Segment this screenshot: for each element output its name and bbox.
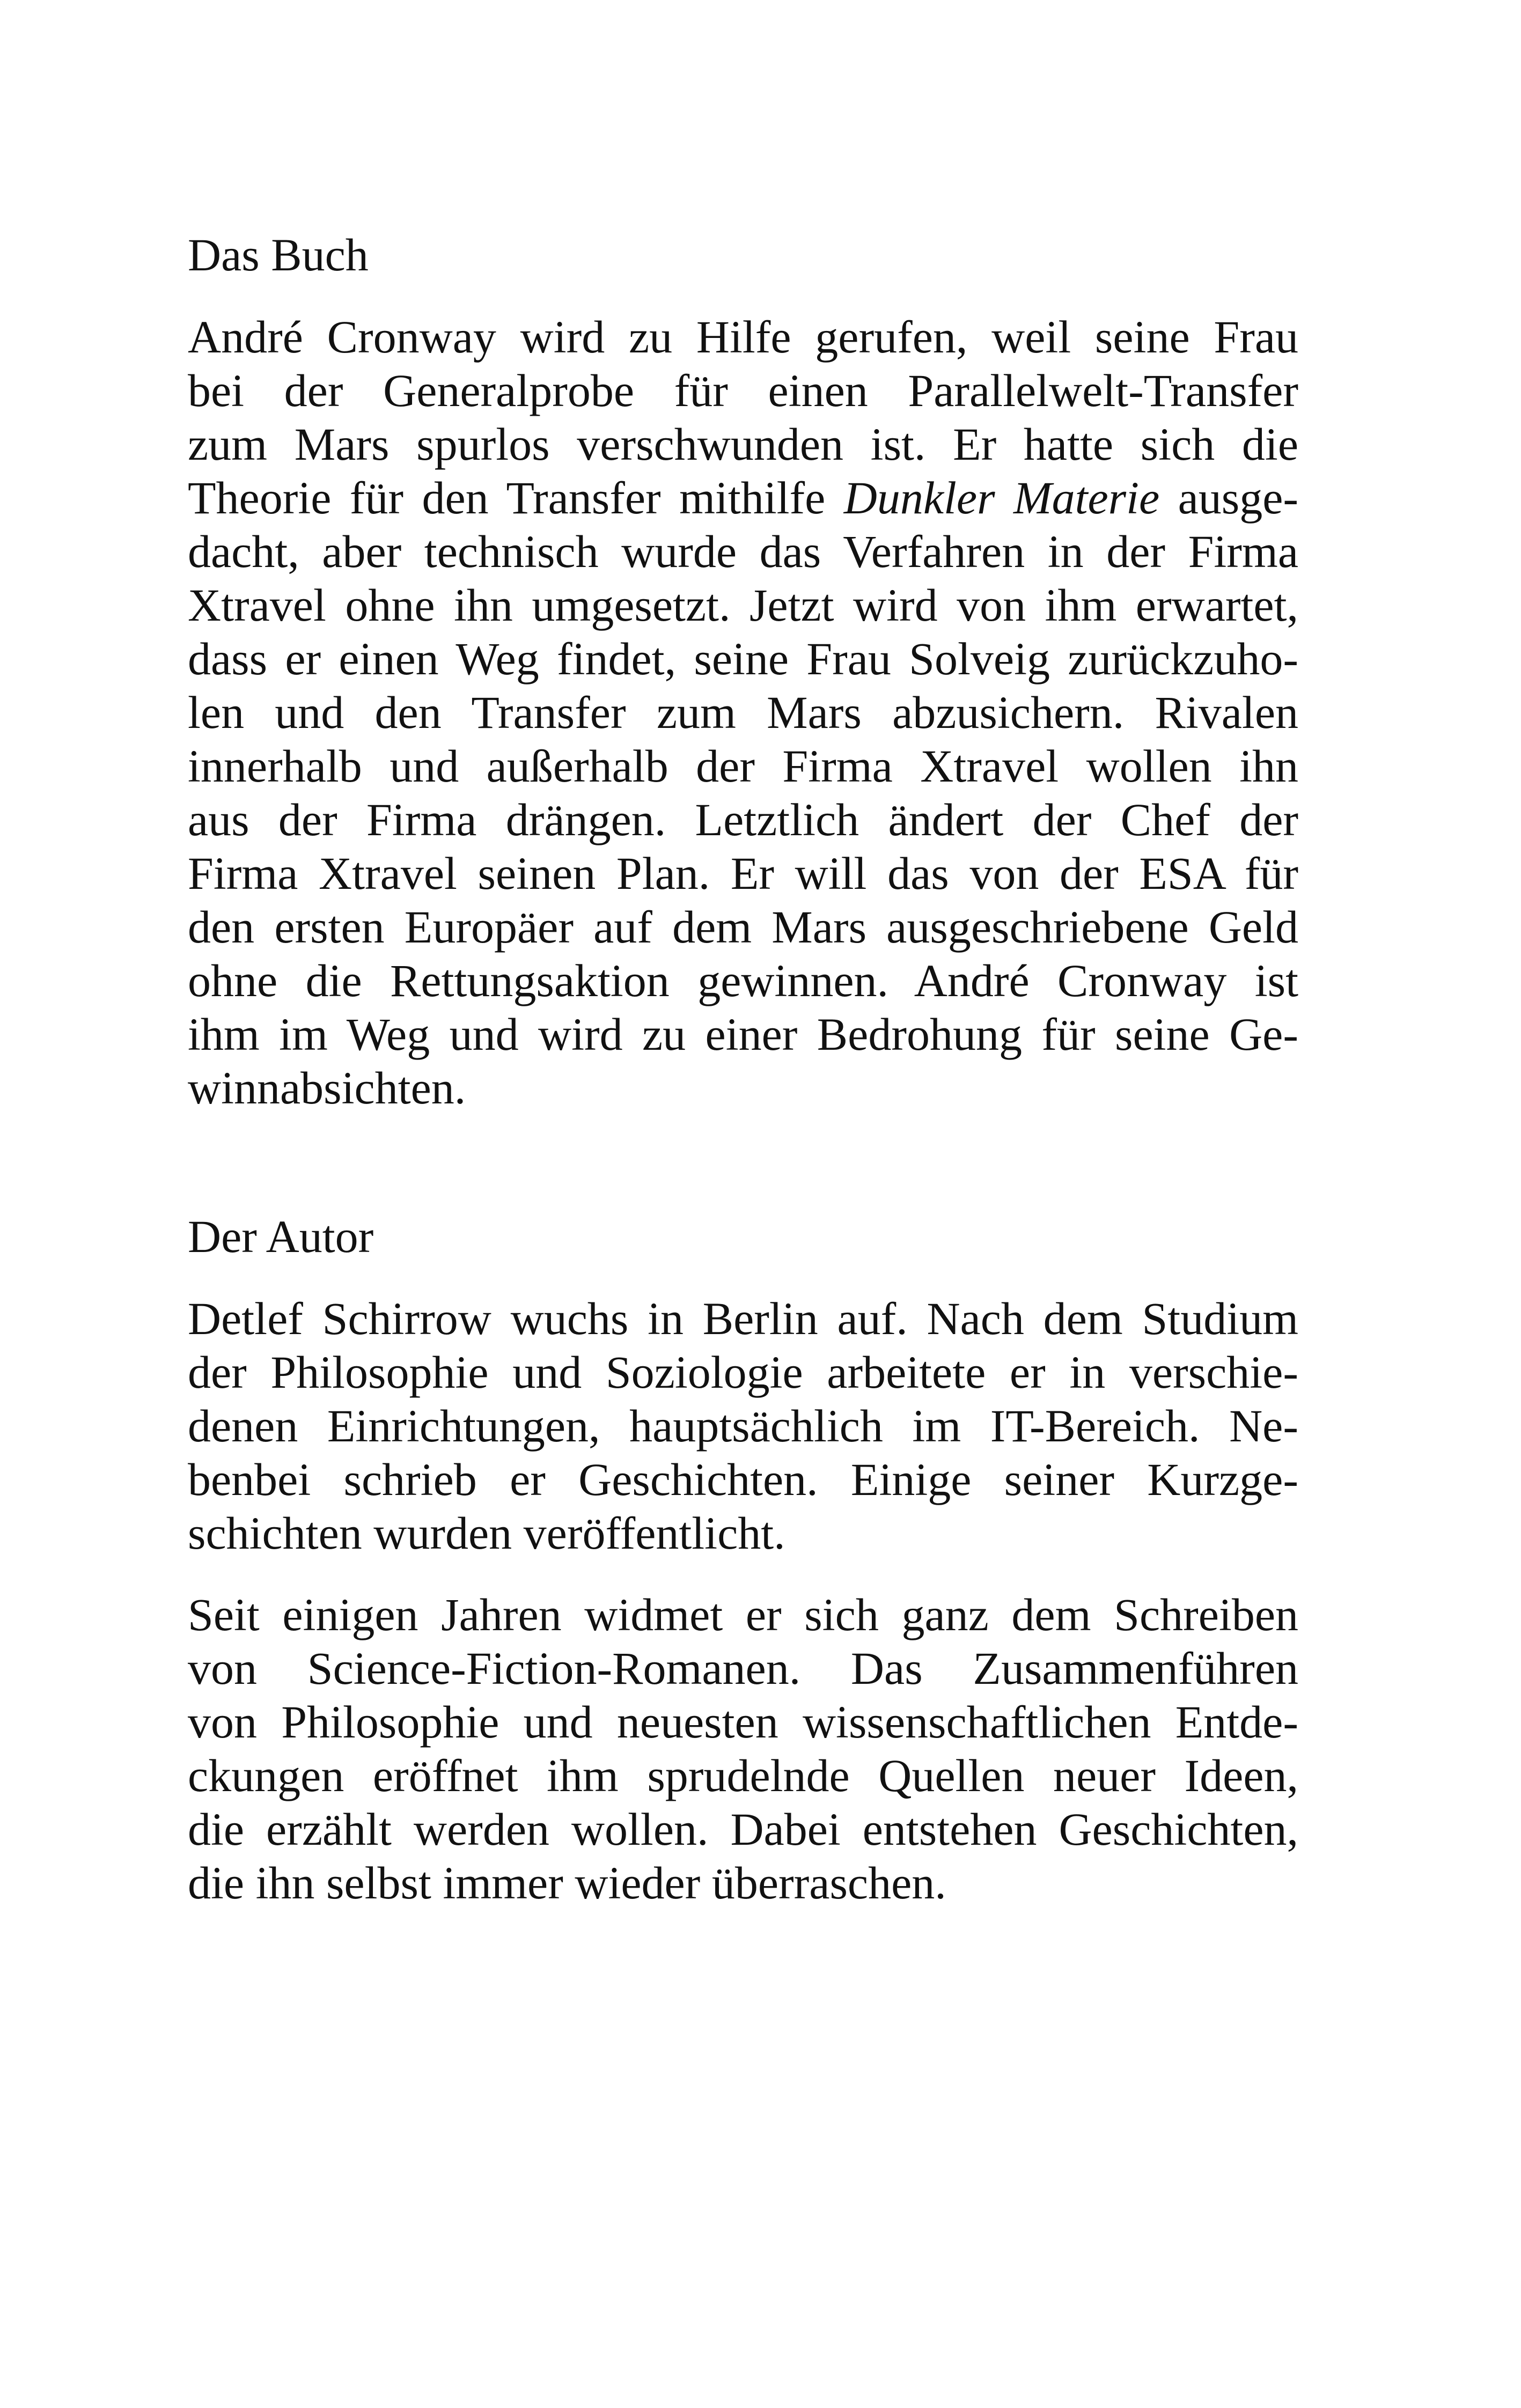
book-description-line: André Cronway wird zu Hilfe gerufen, weil seine Frau (188, 311, 1298, 363)
author-section-heading: Der Autor (188, 1211, 374, 1262)
author-bio-line: schichten wurden veröffentlicht. (188, 1507, 785, 1559)
author-bio-line: Seit einigen Jahren widmet er sich ganz dem Schreiben (188, 1589, 1298, 1640)
author-bio-line: ckungen eröffnet ihm sprudelnde Quellen neuer Ideen, (188, 1750, 1298, 1801)
author-bio-line: der Philosophie und Soziologie arbeitete er in verschie- (188, 1346, 1298, 1398)
book-description-line: ihm im Weg und wird zu einer Bedrohung für seine Ge- (188, 1008, 1298, 1060)
book-description-line (188, 471, 1298, 525)
author-bio-line: die ihn selbst immer wieder überraschen. (188, 1857, 946, 1909)
author-bio-line: von Philosophie und neuesten wissenschaftlichen Entde- (188, 1696, 1298, 1748)
book-description-line: Firma Xtravel seinen Plan. Er will das von der ESA für (188, 848, 1298, 899)
book-description-line: dacht, aber technisch wurde das Verfahren in der Firma (188, 526, 1298, 577)
author-bio-line: Detlef Schirrow wuchs in Berlin auf. Nach dem Studium (188, 1293, 1298, 1344)
author-bio-line: von Science-Fiction-Romanen. Das Zusammenführen (188, 1643, 1298, 1694)
book-description-line: ohne die Rettungsaktion gewinnen. André Cronway ist (188, 955, 1298, 1006)
book-description-paragraph (188, 310, 1298, 1115)
book-description-line: Xtravel ohne ihn umgesetzt. Jetzt wird von ihm erwartet, (188, 579, 1298, 631)
author-bio-paragraph-2 (188, 1588, 1298, 1910)
book-description-line: bei der Generalprobe für einen Parallelwelt-Transfer (188, 365, 1298, 416)
italic-term: Dunkler Materie (843, 472, 1160, 524)
author-bio-paragraph-1 (188, 1292, 1298, 1560)
book-description-line: zum Mars spurlos verschwunden ist. Er hatte sich die (188, 418, 1298, 470)
author-bio-line: die erzählt werden wollen. Dabei entstehen Geschichten, (188, 1803, 1298, 1855)
book-description-line: den ersten Europäer auf dem Mars ausgeschriebene Geld (188, 901, 1298, 953)
author-bio-line: denen Einrichtungen, hauptsächlich im IT-Bereich. Ne- (188, 1400, 1298, 1452)
book-description-line: aus der Firma drängen. Letztlich ändert der Chef der (188, 794, 1298, 845)
book-description-line: len und den Transfer zum Mars abzusichern. Rivalen (188, 687, 1298, 738)
book-section-heading: Das Buch (188, 229, 369, 281)
book-description-line-start: Theorie für den Transfer mithilfe (188, 472, 826, 524)
book-description-line: winnabsichten. (188, 1062, 466, 1114)
author-bio-line: benbei schrieb er Geschichten. Einige seiner Kurzge- (188, 1454, 1298, 1505)
book-description-line: dass er einen Weg findet, seine Frau Solveig zurückzuho- (188, 633, 1298, 684)
book-description-line: innerhalb und außerhalb der Firma Xtravel wollen ihn (188, 740, 1298, 792)
book-description-line-end: ausge- (1178, 472, 1299, 524)
